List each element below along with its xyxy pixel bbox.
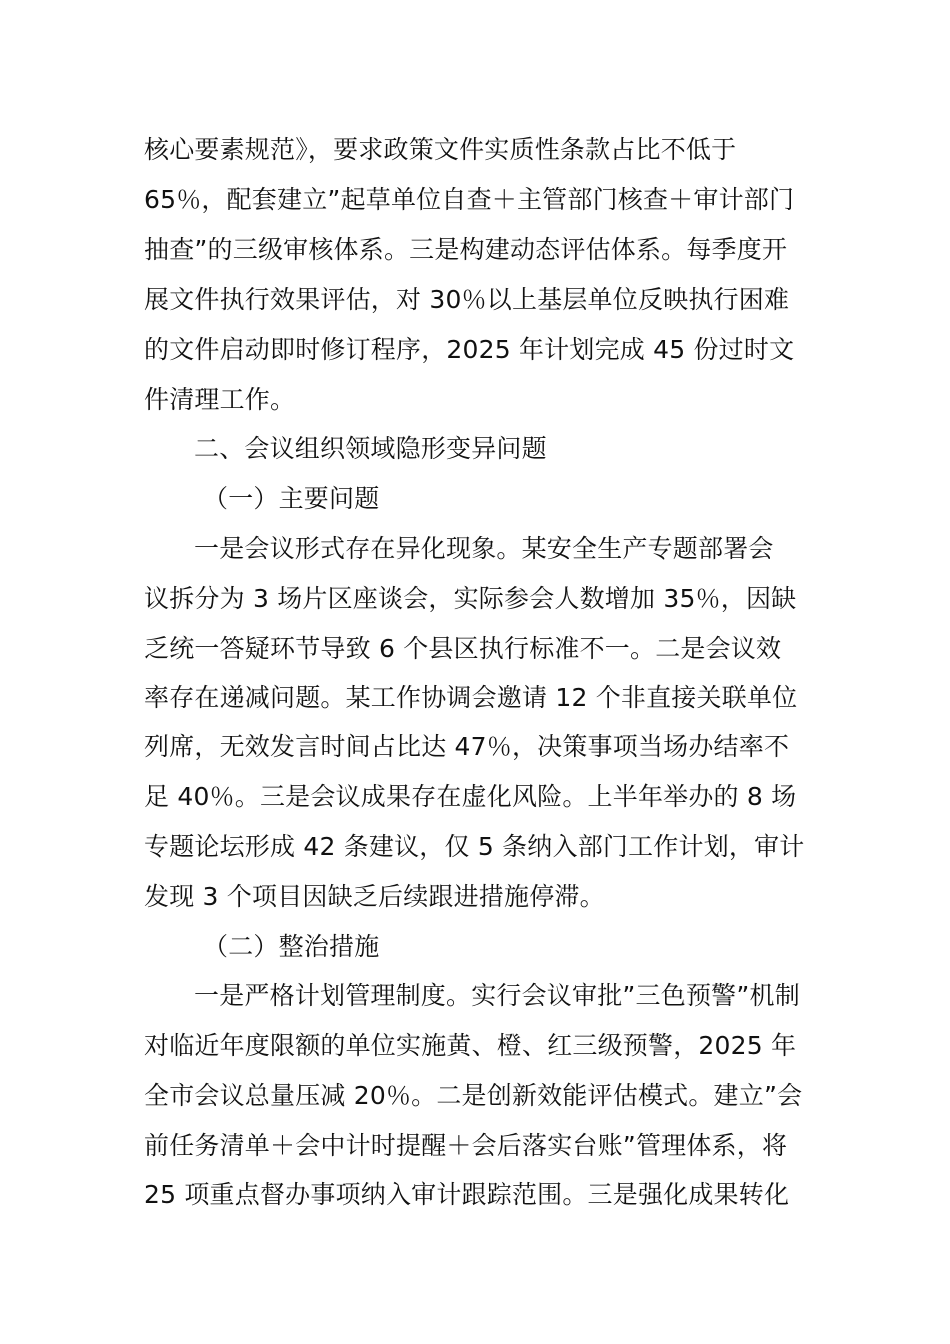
- paragraph-line: 发现 3 个项目因缺乏后续跟进措施停滞。: [144, 882, 605, 911]
- paragraph-line: 全市会议总量压减 20％。二是创新效能评估模式。建立”会: [144, 1081, 803, 1110]
- paragraph-line: 的文件启动即时修订程序，2025 年计划完成 45 份过时文: [144, 335, 795, 364]
- paragraph-line: 列席，无效发言时间占比达 47％，决策事项当场办结率不: [144, 732, 790, 761]
- paragraph-line: 核心要素规范》，要求政策文件实质性条款占比不低于: [144, 135, 737, 164]
- subsection-heading: （一）主要问题: [203, 484, 380, 513]
- paragraph-line: 展文件执行效果评估，对 30％以上基层单位反映执行困难: [144, 285, 790, 314]
- paragraph-line: 议拆分为 3 场片区座谈会，实际参会人数增加 35％，因缺: [144, 584, 797, 613]
- paragraph-line: 前任务清单＋会中计时提醒＋会后落实台账”管理体系，将: [144, 1131, 788, 1160]
- paragraph-line: 一是严格计划管理制度。实行会议审批”三色预警”机制: [194, 981, 800, 1010]
- section-heading: 二、会议组织领域隐形变异问题: [194, 434, 547, 463]
- paragraph-line: 65％，配套建立”起草单位自查＋主管部门核查＋审计部门: [144, 185, 795, 214]
- paragraph-line: 足 40％。三是会议成果存在虚化风险。上半年举办的 8 场: [144, 782, 797, 811]
- paragraph-line: 25 项重点督办事项纳入审计跟踪范围。三是强化成果转化: [144, 1180, 790, 1209]
- paragraph-line: 率存在递减问题。某工作协调会邀请 12 个非直接关联单位: [144, 683, 798, 712]
- paragraph-line: 专题论坛形成 42 条建议，仅 5 条纳入部门工作计划，审计: [144, 832, 805, 861]
- subsection-heading: （二）整治措施: [203, 932, 380, 961]
- paragraph-line: 件清理工作。: [144, 385, 296, 414]
- paragraph-line: 对临近年度限额的单位实施黄、橙、红三级预警，2025 年: [144, 1031, 797, 1060]
- paragraph-line: 一是会议形式存在异化现象。某安全生产专题部署会: [194, 534, 774, 563]
- paragraph-line: 乏统一答疑环节导致 6 个县区执行标准不一。二是会议效: [144, 634, 782, 663]
- paragraph-line: 抽查”的三级审核体系。三是构建动态评估体系。每季度开: [144, 235, 788, 264]
